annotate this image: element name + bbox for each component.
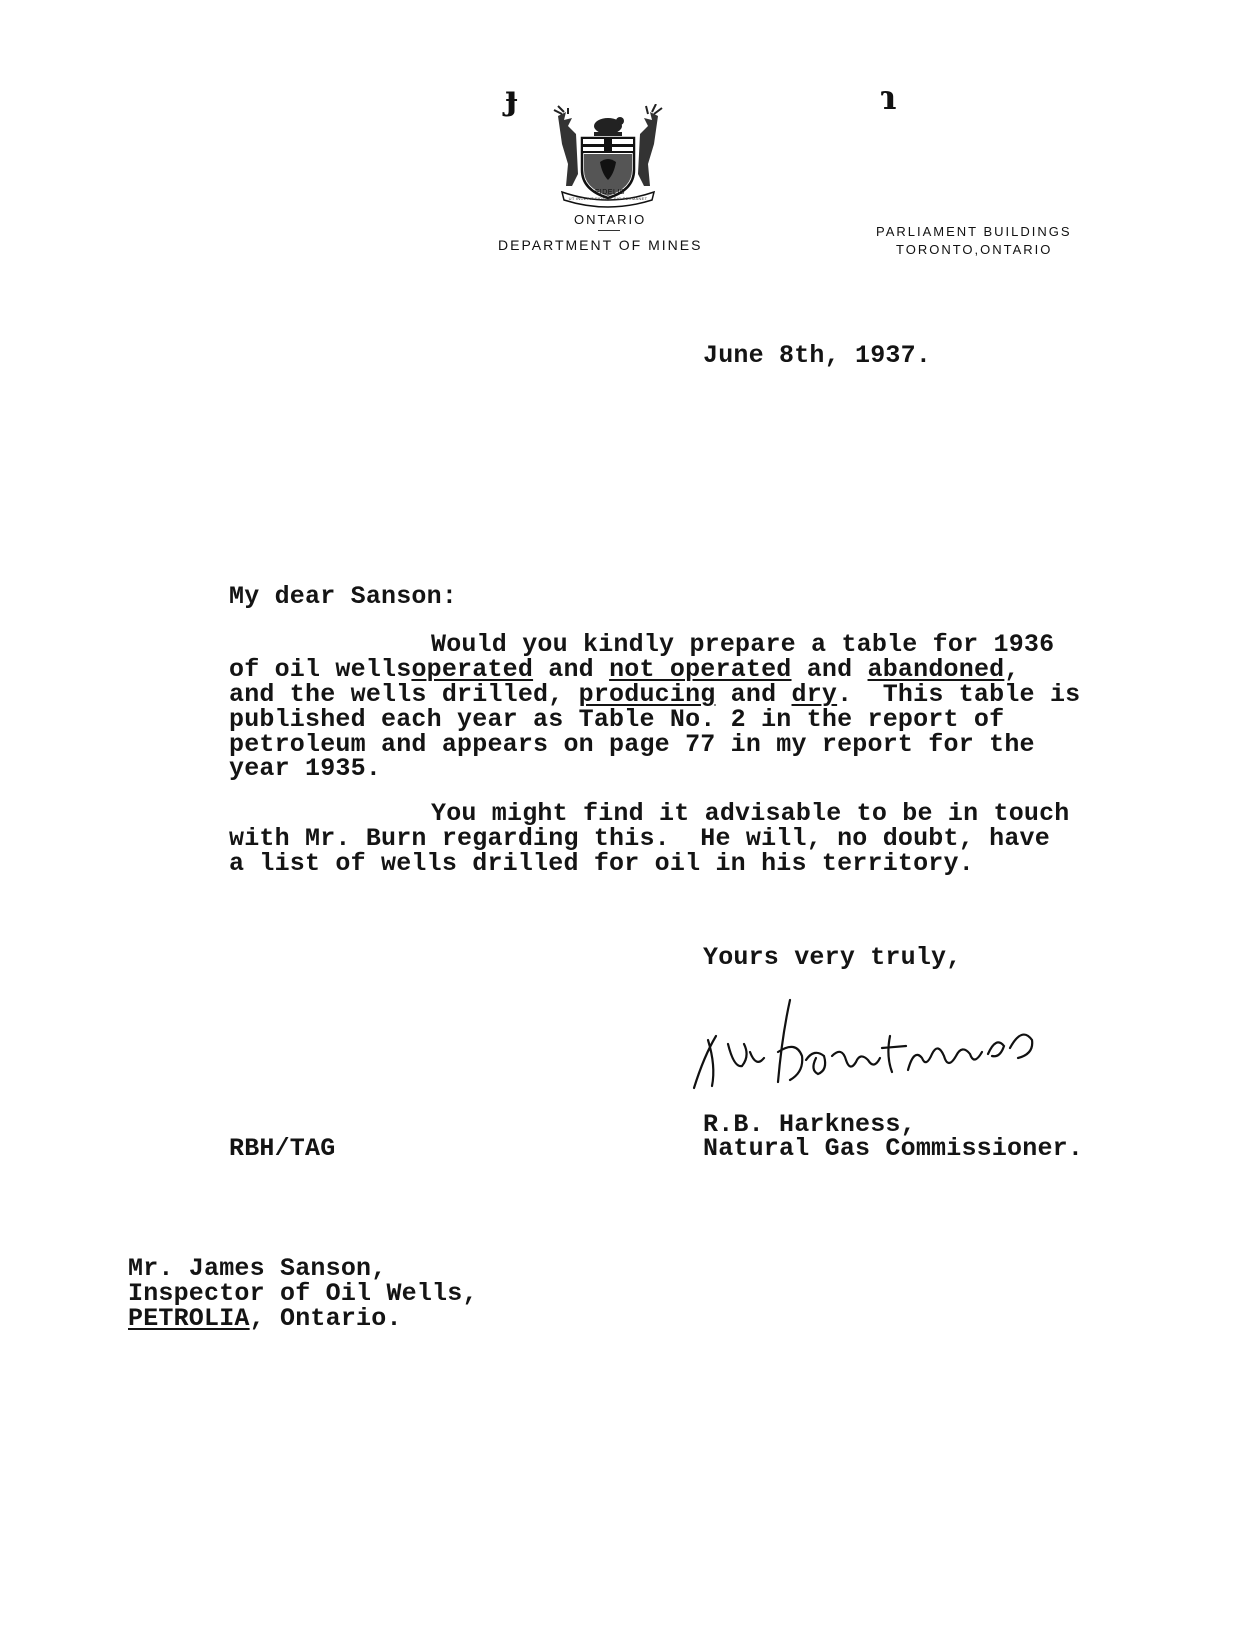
letterhead-province: ONTARIO (574, 212, 647, 227)
letterhead-address-line1: PARLIAMENT BUILDINGS (876, 224, 1072, 239)
letterhead-divider (598, 230, 620, 231)
letterhead-department: DEPARTMENT OF MINES (498, 237, 703, 253)
body-paragraph-2 (229, 801, 1089, 881)
recipient-line-3: PETROLIA, Ontario. (128, 1304, 402, 1333)
p1-line-3: and the wells drilled, producing and dry. This table is (229, 680, 1081, 709)
closing: Yours very truly, (703, 943, 962, 972)
p1-line-6: year 1935. (229, 754, 382, 783)
filing-mark-right: ɿ (880, 78, 897, 118)
p2-line-2: with Mr. Burn regarding this. He will, no doubt, have (229, 824, 1050, 853)
salutation: My dear Sanson: (229, 582, 458, 611)
underlined-dry: dry (791, 680, 838, 709)
recipient-address (128, 1256, 628, 1336)
recipient-town: PETROLIA (128, 1304, 250, 1333)
underlined-operated: operated (411, 655, 534, 684)
reference-initials: RBH/TAG (229, 1134, 336, 1163)
filing-mark-left: ɟ (505, 78, 519, 118)
underlined-producing: producing (578, 680, 716, 709)
crest-ribbon-text: FIDELIS (595, 189, 625, 196)
signer-name: R.B. Harkness, (703, 1110, 916, 1139)
letterhead-address-line2: TORONTO,ONTARIO (896, 242, 1053, 257)
p2-line-3: a list of wells drilled for oil in his territory. (229, 849, 974, 878)
underlined-not-operated: not operated (609, 655, 792, 684)
body-paragraph-1 (229, 632, 1089, 792)
recipient-line-1: Mr. James Sanson, (128, 1254, 387, 1283)
letter-date: June 8th, 1937. (703, 341, 932, 370)
p1-line-4: published each year as Table No. 2 in the report of (229, 705, 1005, 734)
signer-title: Natural Gas Commissioner. (703, 1134, 1084, 1163)
p1-line-5: petroleum and appears on page 77 in my report for the (229, 730, 1035, 759)
p2-line-1: You might find it advisable to be in touch (431, 799, 1070, 828)
recipient-line-2: Inspector of Oil Wells, (128, 1279, 478, 1308)
crest-motto: UT INCEPIT FIDELIS SIC PERMANET (568, 196, 648, 201)
p1-line-2: of oil wellsoperated and not operated and abandoned, (229, 655, 1020, 684)
underlined-abandoned: abandoned (867, 655, 1005, 684)
p1-line-1: Would you kindly prepare a table for 1936 (431, 630, 1055, 659)
handwritten-signature (686, 996, 1046, 1096)
